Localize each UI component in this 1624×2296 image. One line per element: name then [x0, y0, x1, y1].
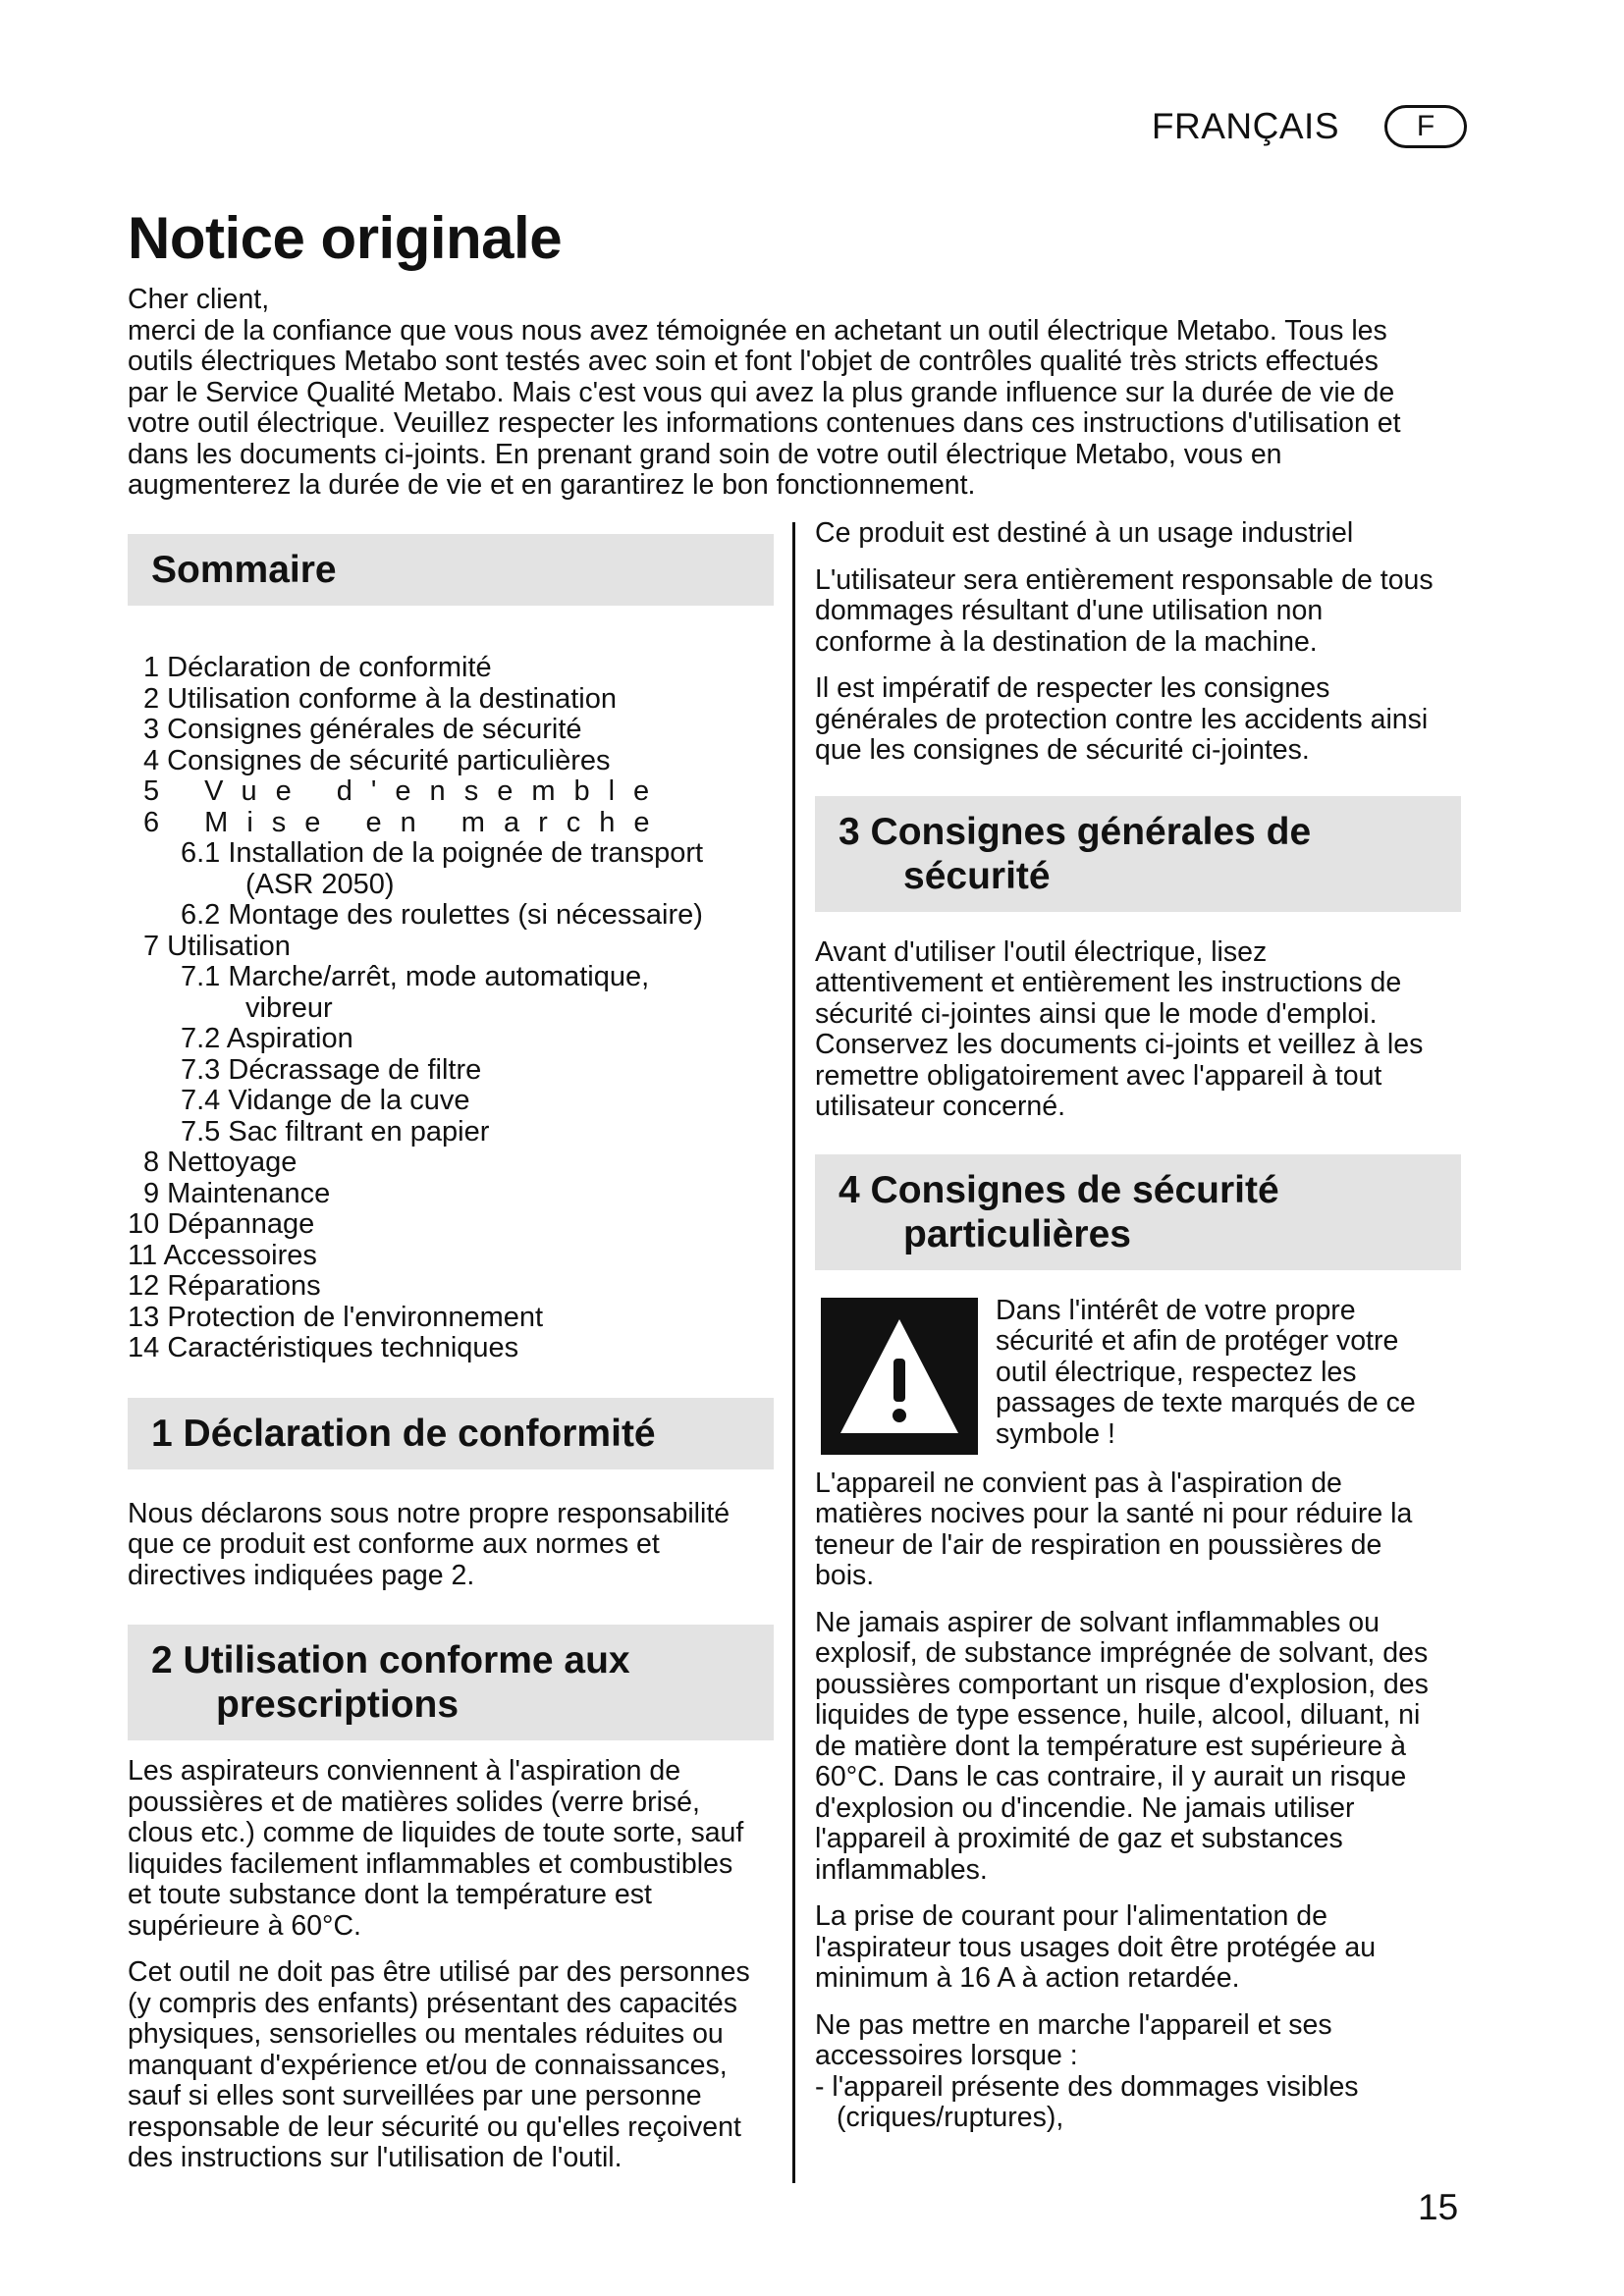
section-4-paragraph-4 [815, 2010, 1461, 2134]
intro-line: votre outil électrique. Veuillez respecter les informations contenues dans ces instructions d'utilisation et [128, 407, 1401, 439]
toc-item[interactable]: 1 Déclaration de conformité [143, 652, 492, 683]
toc-item[interactable]: 5 Vue d'ensemble [143, 775, 669, 807]
section-3-heading-line1: 3 Consignes générales de [839, 810, 1312, 853]
toc-item[interactable]: 10 Dépannage [128, 1208, 315, 1240]
text-line: directives indiquées page 2. [128, 1559, 475, 1591]
sommaire-heading: Sommaire [128, 534, 774, 606]
toc-item[interactable]: 11 Accessoires [128, 1239, 317, 1271]
toc-item[interactable]: 14 Caractéristiques techniques [128, 1332, 519, 1363]
text-line: sécurité ci-jointes ainsi que le mode d'emploi. [815, 997, 1378, 1030]
text-line: supérieure à 60°C. [128, 1909, 361, 1942]
text-line: sauf si elles sont surveillées par une personne [128, 2080, 702, 2111]
text-line: liquides facilement inflammables et combustibles [128, 1847, 733, 1880]
text-line: Conservez les documents ci-joints et veillez à les [815, 1029, 1424, 1060]
text-line: 60°C. Dans le cas contraire, il y aurait un risque [815, 1761, 1407, 1792]
text-line: (y compris des enfants) présentant des capacités [128, 1987, 737, 2019]
text-line: Avant d'utiliser l'outil électrique, lisez [815, 935, 1268, 968]
page-number: 15 [1418, 2187, 1459, 2227]
text-line: des instructions sur l'utilisation de l'outil. [128, 2142, 623, 2173]
text-line: Il est impératif de respecter les consignes [815, 672, 1330, 704]
section-2-heading-line1: 2 Utilisation conforme aux [151, 1639, 630, 1682]
right-column [815, 518, 1461, 2150]
text-line: Dans l'intérêt de votre propre [996, 1294, 1356, 1326]
section-2-heading [128, 1625, 774, 1740]
section-3-text [815, 937, 1461, 1123]
section-4-heading-line2: particulières [903, 1212, 1131, 1255]
text-line: remettre obligatoirement avec l'appareil à tout [815, 1059, 1382, 1092]
text-line: que ce produit est conforme aux normes et [128, 1528, 660, 1560]
text-line: conforme à la destination de la machine. [815, 625, 1318, 658]
text-line: responsable de leur sécurité ou qu'elles reçoivent [128, 2110, 741, 2143]
text-line: minimum à 16 A à action retardée. [815, 1962, 1240, 1994]
toc-item[interactable]: 9 Maintenance [143, 1177, 331, 1209]
section-1-text [128, 1499, 774, 1592]
text-line: passages de texte marqués de ce [996, 1387, 1416, 1418]
intro-paragraph [128, 285, 1471, 502]
text-line: et toute substance dont la température est [128, 1879, 652, 1910]
text-line: L'utilisateur sera entièrement responsable de tous [815, 563, 1434, 596]
text-line: Nous déclarons sous notre propre responsabilité [128, 1497, 731, 1529]
toc-item[interactable]: 12 Réparations [128, 1270, 321, 1302]
text-line: Les aspirateurs conviennent à l'aspiration de [128, 1755, 681, 1787]
dash-list-item-continuation: (criques/ruptures), [837, 2102, 1064, 2133]
text-line: Cet outil ne doit pas être utilisé par des personnes [128, 1956, 750, 1988]
intro-line: merci de la confiance que vous nous avez témoignée en achetant un outil électrique Metabo. Tous les [128, 314, 1387, 347]
intro-line: outils électriques Metabo sont testés avec soin et font l'objet de contrôles qualité très stricts effectués [128, 346, 1379, 377]
text-line: poussières et de matières solides (verre brisé, [128, 1786, 700, 1818]
toc-item[interactable]: 4 Consignes de sécurité particulières [143, 744, 611, 776]
text-line: inflammables. [815, 1853, 988, 1886]
responsibility-note [815, 565, 1461, 659]
toc-item[interactable]: 8 Nettoyage [143, 1147, 298, 1178]
text-line: clous etc.) comme de liquides de toute sorte, sauf [128, 1817, 744, 1848]
toc-item[interactable]: 13 Protection de l'environnement [128, 1301, 544, 1333]
text-line: que les consignes de sécurité ci-jointes. [815, 734, 1310, 766]
left-column [128, 534, 774, 2190]
text-line: dommages résultant d'une utilisation non [815, 595, 1324, 626]
text-line: d'explosion ou d'incendie. Ne jamais utiliser [815, 1791, 1355, 1824]
text-line: outil électrique, respectez les [996, 1356, 1357, 1388]
section-3-heading-line2: sécurité [903, 854, 1051, 897]
section-2-paragraph-1 [128, 1756, 774, 1942]
text-line: sécurité et afin de protéger votre [996, 1325, 1399, 1357]
text-line: La prise de courant pour l'alimentation de [815, 1900, 1327, 1932]
language-code-badge: F [1384, 105, 1467, 148]
dash-list-item: - l'appareil présente des dommages visibles [815, 2070, 1359, 2103]
text-line: physiques, sensorielles ou mentales réduites ou [128, 2018, 724, 2050]
section-3-heading [815, 796, 1461, 912]
text-line: générales de protection contre les accidents ainsi [815, 703, 1429, 735]
text-line: attentivement et entièrement les instructions de [815, 967, 1402, 998]
column-divider [792, 522, 795, 2183]
intro-line: dans les documents ci-joints. En prenant grand soin de votre outil électrique Metabo, vous en [128, 438, 1282, 470]
text-line: l'appareil à proximité de gaz et substances [815, 1823, 1343, 1854]
toc-item[interactable]: 7.2 Aspiration [181, 1023, 353, 1054]
toc-item[interactable]: 6.1 Installation de la poignée de transport [181, 837, 704, 869]
text-line: teneur de l'air de respiration en poussières de [815, 1528, 1382, 1561]
text-line: de matière dont la température est supérieure à [815, 1730, 1407, 1762]
text-line: bois. [815, 1560, 875, 1591]
text-line: Ne jamais aspirer de solvant inflammables ou [815, 1606, 1380, 1638]
toc-item[interactable]: 7.4 Vidange de la cuve [181, 1085, 470, 1116]
language-label: FRANÇAIS [1151, 106, 1339, 146]
text-line: Ne pas mettre en marche l'appareil et ses [815, 2008, 1332, 2041]
usage-note [815, 518, 1461, 550]
section-1-heading: 1 Déclaration de conformité [128, 1398, 774, 1469]
section-2-heading-line2: prescriptions [216, 1683, 460, 1726]
toc-item[interactable]: 6 Mise en marche [143, 806, 669, 838]
toc-item[interactable]: 2 Utilisation conforme à la destination [143, 682, 617, 715]
toc-item[interactable]: 6.2 Montage des roulettes (si nécessaire) [181, 899, 703, 931]
text-line: utilisateur concerné. [815, 1091, 1066, 1122]
section-4-paragraph-2 [815, 1608, 1461, 1887]
toc-item[interactable]: 7.1 Marche/arrêt, mode automatique, [181, 961, 650, 992]
intro-greeting: Cher client, [128, 284, 270, 315]
section-4-heading [815, 1154, 1461, 1270]
toc-item[interactable]: 3 Consignes générales de sécurité [143, 714, 582, 745]
toc-item-continuation: (ASR 2050) [245, 868, 395, 900]
text-line: liquides de type essence, huile, alcool, diluant, ni [815, 1699, 1421, 1731]
toc-item-continuation: vibreur [245, 991, 333, 1024]
text-line: Ce produit est destiné à un usage industriel [815, 517, 1354, 549]
toc-item[interactable]: 7.5 Sac filtrant en papier [181, 1115, 490, 1148]
warning-text [996, 1296, 1416, 1451]
text-line: L'appareil ne convient pas à l'aspiration de [815, 1467, 1342, 1499]
toc-item[interactable]: 7 Utilisation [143, 930, 291, 962]
page-title: Notice originale [128, 205, 563, 271]
section-4-paragraph-1 [815, 1468, 1461, 1592]
text-line: matières nocives pour la santé ni pour réduire la [815, 1498, 1413, 1529]
table-of-contents [128, 653, 774, 1364]
text-line: accessoires lorsque : [815, 2040, 1078, 2071]
language-header [1119, 102, 1467, 151]
text-line: l'aspirateur tous usages doit être protégée au [815, 1931, 1377, 1963]
text-line: symbole ! [996, 1417, 1115, 1450]
text-line: poussières comportant un risque d'explosion, des [815, 1668, 1429, 1700]
warning-triangle-icon [821, 1298, 978, 1455]
toc-item[interactable]: 7.3 Décrassage de filtre [181, 1053, 482, 1086]
section-4-heading-line1: 4 Consignes de sécurité [839, 1168, 1279, 1211]
warning-block [815, 1296, 1461, 1455]
intro-line: par le Service Qualité Metabo. Mais c'est vous qui avez la plus grande influence sur la durée de vie de [128, 376, 1395, 408]
section-2-paragraph-2 [128, 1957, 774, 2174]
intro-line: augmenterez la durée de vie et en garantirez le bon fonctionnement. [128, 469, 976, 501]
text-line: manquant d'expérience et/ou de connaissances, [128, 2049, 728, 2081]
safety-rules-note [815, 673, 1461, 767]
text-line: explosif, de substance imprégnée de solvant, des [815, 1637, 1429, 1669]
section-4-paragraph-3 [815, 1901, 1461, 1995]
